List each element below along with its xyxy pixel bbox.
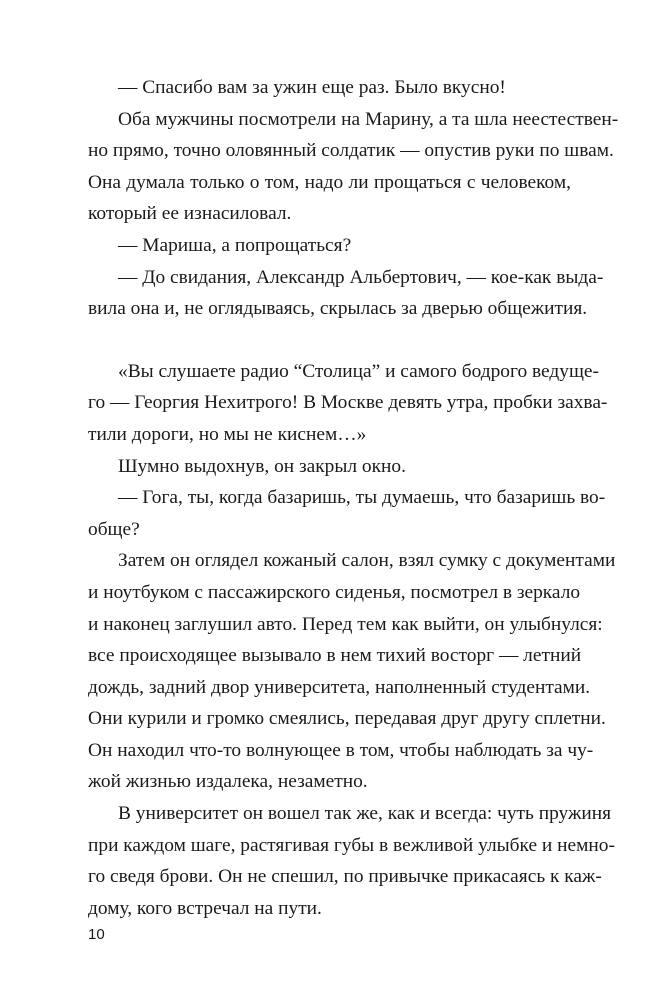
text-line: Они курили и громко смеялись, передавая друг другу сплетни. <box>88 708 606 730</box>
text-line: — До свидания, Александр Альбертович, — кое-как выда- <box>118 266 604 288</box>
text-line: го — Георгия Нехитрого! В Москве девять утра, пробки захва- <box>88 392 608 414</box>
text-line: — Гога, ты, когда базаришь, ты думаешь, что базаришь во- <box>118 487 606 509</box>
text-line: и наконец заглушил авто. Перед тем как выйти, он улыбнулся: <box>88 613 603 635</box>
text-line: который ее изнасиловал. <box>88 203 292 225</box>
text-line: обще? <box>88 518 140 540</box>
text-line: — Спасибо вам за ужин еще раз. Было вкусно! <box>118 77 506 98</box>
text-line: дому, кого встречал на пути. <box>88 897 322 919</box>
paragraph <box>88 482 606 545</box>
text-line: все происходящее вызывало в нем тихий восторг — летний <box>88 645 582 667</box>
paragraph <box>88 72 571 104</box>
text-line: Оба мужчины посмотрели на Марину, а та шла неестествен- <box>118 108 619 130</box>
paragraph <box>88 451 571 483</box>
text-line: вила она и, не оглядываясь, скрылась за дверью общежития. <box>88 298 588 320</box>
text-line: жой жизнью издалека, незаметно. <box>88 771 368 793</box>
paragraph <box>88 356 608 451</box>
text-line: «Вы слушаете радио “Столица” и самого бодрого ведуще- <box>118 360 599 382</box>
paragraph <box>88 545 616 798</box>
text-line: тили дороги, но мы не киснем…» <box>88 423 367 445</box>
text-line: при каждом шаге, растягивая губы в вежливой улыбке и немно- <box>88 834 615 856</box>
text-line: Затем он оглядел кожаный салон, взял сумку с документами <box>118 550 616 572</box>
page-text <box>88 72 619 924</box>
text-line: Шумно выдохнув, он закрыл окно. <box>118 455 406 477</box>
paragraph <box>88 262 604 325</box>
paragraph <box>88 798 615 924</box>
paragraph <box>88 104 619 230</box>
text-line: В университет он вошел так же, как и всегда: чуть пружиня <box>118 803 612 825</box>
text-line: — Мариша, а попрощаться? <box>118 234 352 256</box>
text-line: го сведя брови. Он не спешил, по привычке прикасаясь к каж- <box>88 866 602 888</box>
text-line: Он находил что-то волнующее в том, чтобы наблюдать за чу- <box>88 739 594 761</box>
page-number: 10 <box>88 926 105 943</box>
text-line: Она думала только о том, надо ли прощаться с человеком, <box>88 171 571 193</box>
section-break <box>88 325 571 356</box>
text-line: и ноутбуком с пассажирского сиденья, посмотрел в зеркало <box>88 581 581 603</box>
text-line: дождь, задний двор университета, наполненный студентами. <box>88 676 591 698</box>
text-line: но прямо, точно оловянный солдатик — опустив руки по швам. <box>88 140 614 162</box>
paragraph <box>88 230 571 262</box>
